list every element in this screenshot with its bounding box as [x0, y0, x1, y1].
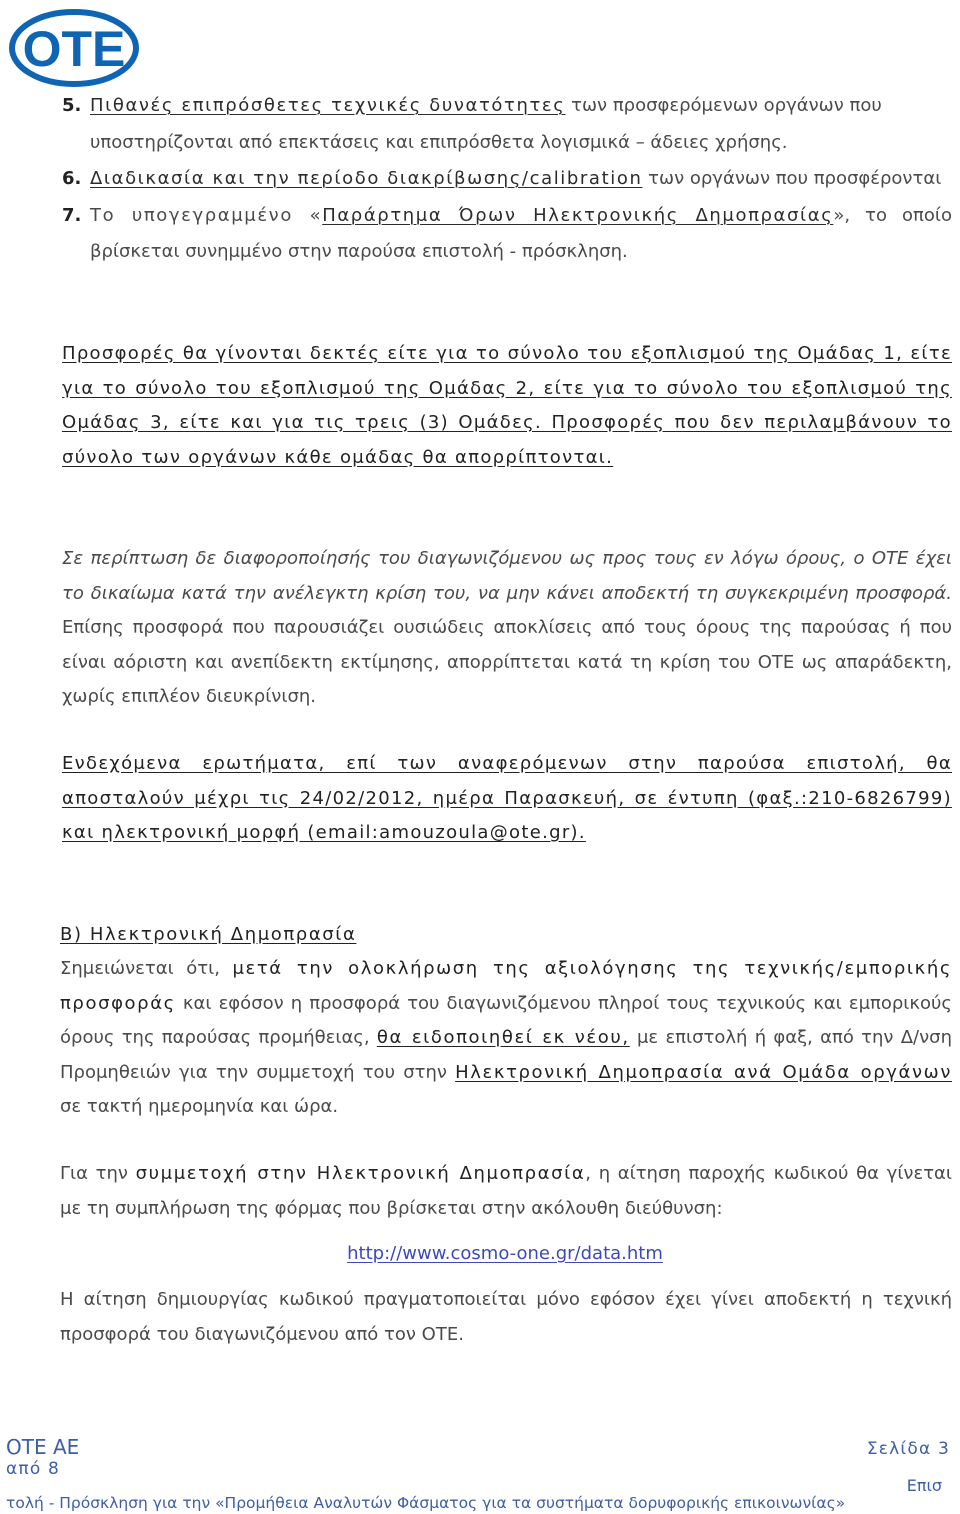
p2-part-a: Για την	[60, 1163, 136, 1184]
list-item	[62, 88, 952, 161]
p2-bold-phrase: συμμετοχή στην Ηλεκτρονική Δημοπρασία	[135, 1163, 586, 1184]
item-number: 7.	[62, 204, 82, 226]
offers-sentence-2: Προσφορές που δεν περιλαμβάνουν το σύνολο των οργάνων κάθε ομάδας θα απορρίπτονται.	[62, 412, 952, 468]
item-link: Διαδικασία και την περίοδο διακρίβωσης/calibration	[90, 168, 643, 189]
footer-page: Σελίδα 3	[866, 1439, 950, 1459]
item-number: 5.	[62, 95, 82, 116]
deviation-paragraph	[62, 542, 952, 715]
offers-sentence-1: Προσφορές θα γίνονται δεκτές είτε για το σύνολο του εξοπλισμού της Ομάδας 1, είτε για το σύνολο του εξοπλισμού της Ομάδας 2, είτε για το σύνολο του εξοπλισμού της Ομάδας 3, είτε και για τις τρεις (3) Ομάδες.	[62, 343, 952, 433]
p1-auction-phrase: Ηλεκτρονική Δημοπρασία ανά Ομάδα οργάνων	[455, 1061, 952, 1083]
item-prefix: Το υπογεγραμμένο «	[90, 204, 323, 226]
list-item	[62, 161, 952, 198]
item-text: των οργάνων που προσφέρονται	[642, 168, 942, 189]
section-b-paragraph-2	[60, 1157, 952, 1226]
p1-bold-phrase: μετά την ολοκλήρωση της αξιολόγησης της τεχνικής/εμπορικής προσφοράς	[60, 958, 953, 1014]
ote-logo	[8, 8, 140, 88]
logo-text: OTE	[22, 21, 126, 77]
item-link: Παράρτημα Όρων Ηλεκτρονικής Δημοπρασίας	[322, 204, 834, 226]
deviation-italic: Σε περίπτωση δε διαφοροποίησής του διαγωνιζόμενου ως προς τους εν λόγω όρους, ο ΟΤΕ έχει το δικαίωμα κατά την ανέλεγκτη κρίση του, να μην κάνει αποδεκτή τη συγκεκριμένη προσφορά.	[62, 548, 952, 604]
footer-company: ΟΤΕ ΑΕ	[6, 1435, 80, 1459]
footer-page-total: από 8	[6, 1459, 61, 1479]
deviation-text: Επίσης προσφορά που παρουσιάζει ουσιώδεις αποκλίσεις από τους όρους της παρούσας ή που είναι αόριστη και ανεπίδεκτη εκτίμησης, απορρίπτεται κατά τη κρίση του ΟΤΕ ως απαράδεκτη, χωρίς επιπλέον διευκρίνιση.	[62, 617, 952, 707]
footer-epis: Επισ	[906, 1476, 942, 1495]
registration-link[interactable]: http://www.cosmo-one.gr/data.htm	[347, 1243, 663, 1264]
section-b-paragraph-1	[60, 952, 952, 1125]
p1-part-a: Σημειώνεται ότι,	[60, 958, 233, 979]
item-text: », το οποίο βρίσκεται συνημμένο στην παρούσα επιστολή - πρόσκληση.	[90, 204, 952, 262]
item-text: των προσφερόμενων οργάνων που υποστηρίζονται από επεκτάσεις και επιπρόσθετα λογισμικά – άδειες χρήσης.	[90, 95, 882, 153]
section-b-paragraph-3: Η αίτηση δημιουργίας κωδικού πραγματοποιείται μόνο εφόσον έχει γίνει αποδεκτή η τεχνική προσφορά του διαγωνιζόμενου από τον ΟΤΕ.	[60, 1289, 952, 1345]
item-number: 6.	[62, 168, 82, 189]
item-link: Πιθανές επιπρόσθετες τεχνικές δυνατότητες	[90, 95, 566, 116]
p1-part-e: με επιστολή ή φαξ, από την Δ/νση Προμηθειών για την συμμετοχή του στην	[60, 1027, 952, 1083]
p1-notify-phrase: θα ειδοποιηθεί εκ νέου,	[376, 1027, 630, 1048]
p1-part-c: και εφόσον η προσφορά του διαγωνιζόμενου πληροί τους τεχνικούς και εμπορικούς όρους της παρούσας προμήθειας,	[60, 992, 952, 1048]
url-line	[0, 1239, 960, 1269]
offers-paragraph	[62, 337, 952, 475]
p1-part-g: σε τακτή ημερομηνία και ώρα.	[60, 1096, 339, 1117]
questions-paragraph: Ενδεχόμενα ερωτήματα, επί των αναφερόμενων στην παρούσα επιστολή, θα αποσταλούν μέχρι τις 24/02/2012, ημέρα Παρασκευή, σε έντυπη (φαξ.:210-6826799) και ηλεκτρονική μορφή (email:amouzoula@ote.gr).	[62, 753, 952, 843]
footer-document-title: τολή - Πρόσκληση για την «Προμήθεια Αναλυτών Φάσματος για τα συστήματα δορυφορικής επικοινωνίας»	[6, 1494, 846, 1512]
p2-part-c: , η αίτηση παροχής κωδικού θα γίνεται με τη συμπλήρωση της φόρμας που βρίσκεται στην ακόλουθη διεύθυνση:	[60, 1163, 952, 1219]
requirements-list	[62, 88, 952, 271]
section-b-heading: Β) Ηλεκτρονική Δημοπρασία	[60, 924, 357, 945]
list-item	[62, 198, 952, 271]
